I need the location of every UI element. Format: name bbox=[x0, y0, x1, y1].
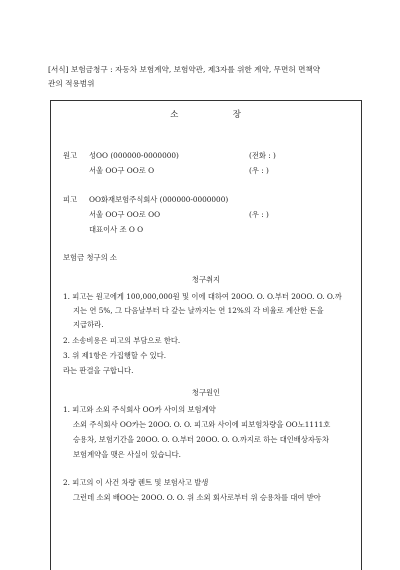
claim-line: 2. 소송비용은 피고의 부담으로 한다. bbox=[63, 336, 181, 345]
document-title bbox=[51, 109, 361, 122]
claim-line: 1. 피고는 원고에게 100,000,000원 및 이에 대하여 20OO. O. O.부터 20OO. O. O.까 bbox=[63, 292, 342, 301]
cause-heading: 청구원인 bbox=[191, 388, 221, 397]
plaintiff-address: 서울 OO구 OO로 O bbox=[89, 166, 155, 175]
cause-line: 소외 주식회사 OO카는 20OO. O. O. 피고와 사이에 피보험차량을 OO노1111호 bbox=[73, 420, 331, 429]
defendant-representative: 대표이사 조 O O bbox=[89, 225, 144, 234]
form-header-line1: [서식] 보험금청구 : 자동차 보험계약, 보험약관, 제3자를 위한 계약, 무면허 면책약 bbox=[48, 65, 321, 74]
form-header bbox=[48, 63, 368, 91]
defendant-address: 서울 OO구 OO로 OO bbox=[89, 210, 161, 219]
claim-closing: 라는 판결을 구합니다. bbox=[63, 366, 134, 375]
form-header-line2: 관의 적용범위 bbox=[48, 79, 95, 88]
defendant-zip: (우 : ) bbox=[249, 210, 269, 219]
plaintiff-phone: (전화 : ) bbox=[249, 151, 276, 160]
plaintiff-label: 원고 bbox=[63, 151, 78, 160]
claim-heading: 청구취지 bbox=[191, 275, 221, 284]
plaintiff-name: 성OO (000000-0000000) bbox=[89, 151, 179, 160]
case-name: 보험금 청구의 소 bbox=[63, 253, 117, 262]
cause-line: 보험계약을 맺은 사실이 있습니다. bbox=[73, 450, 181, 459]
claim-line: 지급하라. bbox=[73, 320, 104, 329]
claim-line: 3. 위 제1항은 가집행할 수 있다. bbox=[63, 351, 167, 360]
cause-subheading: 2. 피고의 이 사건 차량 렌트 및 보험사고 발생 bbox=[63, 478, 209, 487]
defendant-name: OO화재보험주식회사 (000000-0000000) bbox=[89, 195, 229, 204]
title-char-2: 장 bbox=[232, 110, 242, 120]
claim-line: 지는 연 5%, 그 다음날부터 다 갚는 날까지는 연 12%의 각 비율로 계산한 돈을 bbox=[73, 306, 324, 315]
complaint-document bbox=[50, 100, 362, 570]
cause-line: 승용차, 보험기간을 20OO. O. O.부터 20OO. O. O.까지로 하는 대인배상자동차 bbox=[73, 435, 330, 444]
plaintiff-zip: (우 : ) bbox=[249, 166, 269, 175]
defendant-label: 피고 bbox=[63, 195, 78, 204]
cause-line: 그런데 소외 배OO는 20OO. O. O. 위 소외 회사로부터 위 승용차를 대여 받아 bbox=[73, 493, 321, 502]
title-char-1: 소 bbox=[170, 110, 180, 120]
cause-subheading: 1. 피고와 소외 주식회사 OO카 사이의 보험계약 bbox=[63, 405, 216, 414]
